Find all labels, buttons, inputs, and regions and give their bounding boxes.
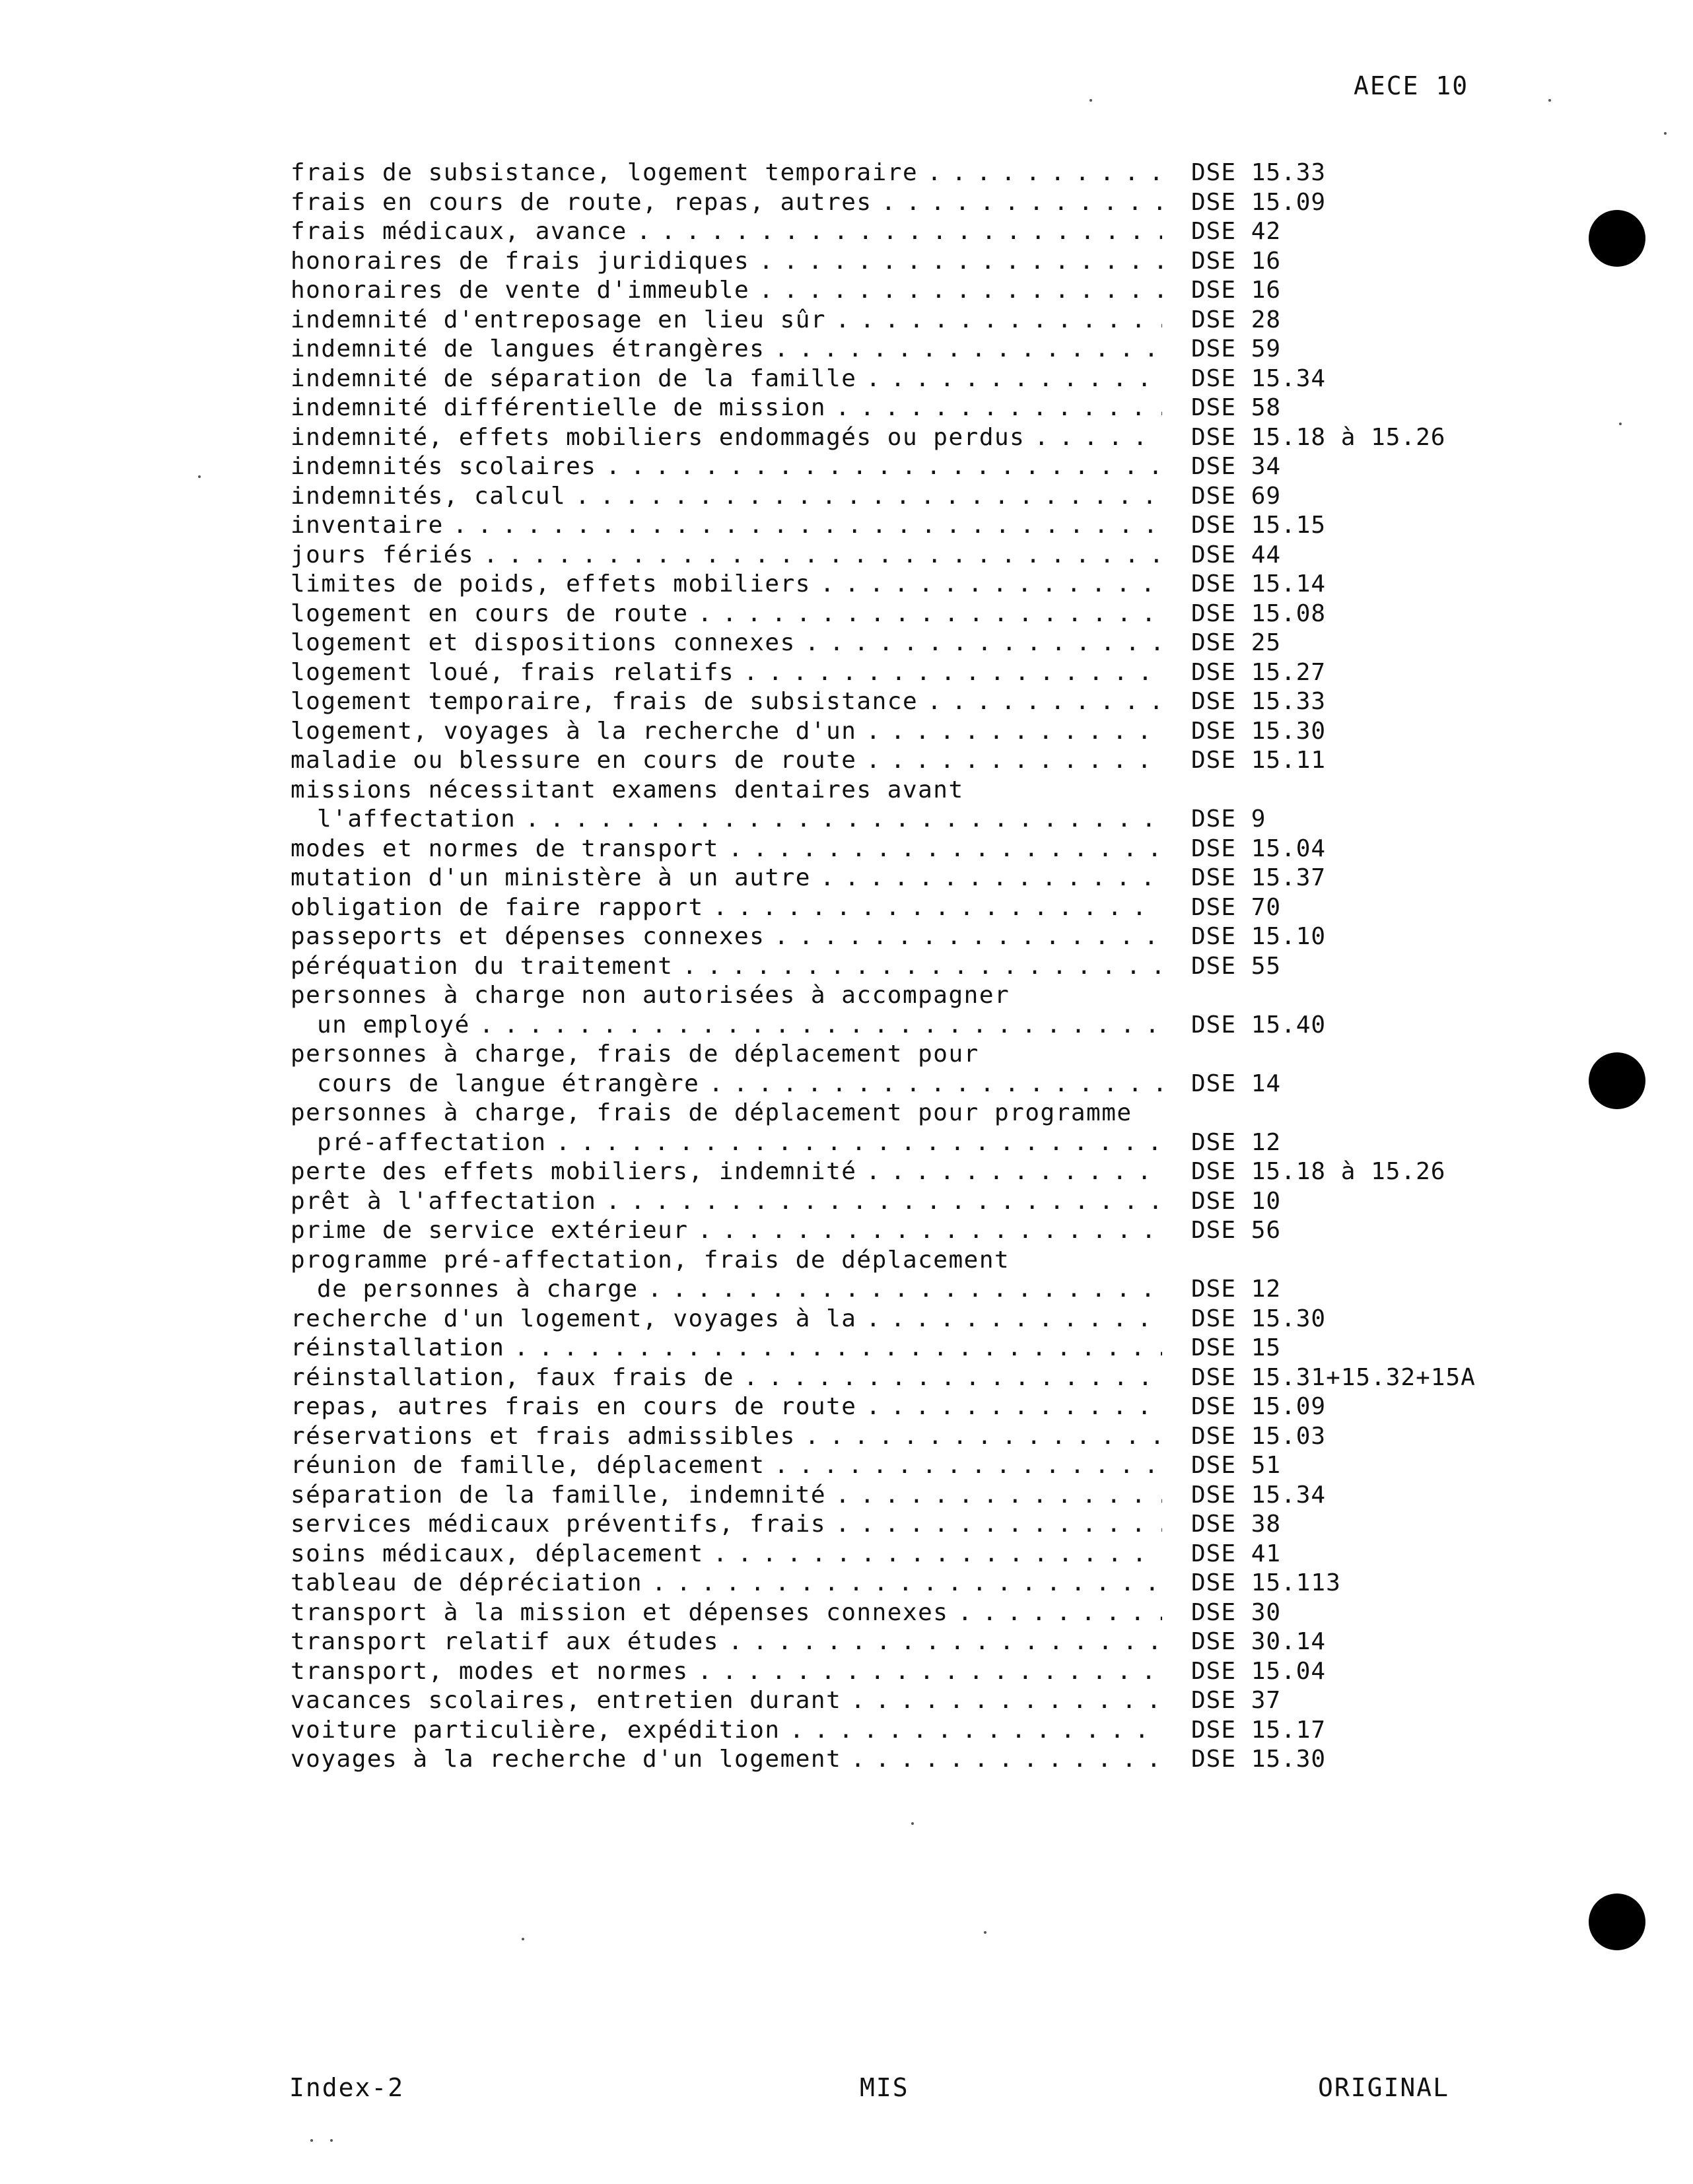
index-entry-reference: DSE 42 — [1191, 218, 1282, 245]
punch-hole — [1589, 1894, 1645, 1950]
index-entry-reference: DSE 15.08 — [1191, 599, 1327, 627]
dot-leader — [820, 864, 1162, 893]
index-entry — [291, 952, 1492, 982]
index-entry-label: logement loué, frais relatifs — [291, 658, 735, 686]
dot-leader — [835, 1481, 1162, 1511]
index-entry-term — [291, 658, 1162, 688]
index-entry-reference: DSE 15.37 — [1191, 864, 1327, 891]
index-entry — [291, 1099, 1492, 1128]
dot-leader — [652, 1569, 1162, 1598]
index-entry-reference: DSE 15.33 — [1191, 688, 1327, 715]
index-entry-term — [291, 364, 1162, 394]
index-entry — [291, 1246, 1492, 1276]
index-entry-reference: DSE 9 — [1191, 805, 1266, 833]
index-entry-label: réunion de famille, déplacement — [291, 1452, 765, 1479]
index-entry-reference: DSE 15.11 — [1191, 747, 1327, 774]
index-entry — [291, 1657, 1492, 1687]
index-entry-term — [291, 570, 1162, 599]
dot-leader — [556, 1128, 1162, 1158]
dot-leader — [759, 276, 1162, 306]
index-entry-reference: DSE 15.34 — [1191, 364, 1327, 392]
index-entry-reference: DSE 15 — [1191, 1334, 1282, 1361]
scan-speck — [330, 2139, 333, 2142]
dot-leader — [743, 658, 1162, 688]
index-entry-term — [291, 452, 1162, 482]
index-entry-term — [291, 1510, 1162, 1540]
index-entry — [291, 335, 1492, 364]
dot-leader — [774, 922, 1162, 952]
dot-leader — [850, 1686, 1162, 1716]
dot-leader — [866, 364, 1162, 394]
index-entry — [291, 511, 1492, 541]
index-entry-label: repas, autres frais en cours de route — [291, 1393, 857, 1420]
index-entry — [291, 1686, 1492, 1716]
index-entry-label: limites de poids, effets mobiliers — [291, 570, 811, 597]
index-entry-term — [291, 599, 1162, 629]
dot-leader — [866, 1305, 1162, 1334]
index-entry-term — [291, 893, 1162, 923]
index-entry-term — [291, 1040, 1162, 1070]
dot-leader — [1034, 423, 1162, 453]
index-entry-term — [291, 835, 1162, 864]
index-entry-label: obligation de faire rapport — [291, 893, 704, 921]
index-entry-label: réinstallation, faux frais de — [291, 1363, 735, 1391]
dot-leader — [483, 541, 1162, 570]
index-entry-label: inventaire — [291, 512, 444, 539]
index-entry-reference: DSE 15.40 — [1191, 1011, 1327, 1039]
index-entry-reference: DSE 15.30 — [1191, 717, 1327, 745]
index-entry-term — [291, 1686, 1162, 1716]
index-entry-reference: DSE 15.09 — [1191, 1393, 1327, 1420]
dot-leader — [713, 1540, 1162, 1569]
scan-speck — [1089, 99, 1092, 102]
scan-speck — [310, 2139, 313, 2142]
index-entry-term — [291, 306, 1162, 335]
index-entry — [291, 1334, 1492, 1363]
index-entry-label: services médicaux préventifs, frais — [291, 1511, 827, 1538]
index-entry-reference: DSE 69 — [1191, 482, 1282, 510]
index-entry-label: péréquation du traitement — [291, 952, 674, 980]
index-entry-label: honoraires de frais juridiques — [291, 247, 750, 275]
index-entry — [291, 1305, 1492, 1334]
index-entry-term — [291, 1481, 1162, 1511]
document-code: AECE 10 — [1354, 71, 1469, 100]
dot-leader — [820, 570, 1162, 599]
index-entry-reference: DSE 15.15 — [1191, 512, 1327, 539]
index-entry-term — [291, 1363, 1162, 1393]
index-entry-reference: DSE 15.113 — [1191, 1569, 1341, 1596]
index-entry-term — [291, 1657, 1162, 1687]
index-entry-label: perte des effets mobiliers, indemnité — [291, 1158, 857, 1185]
dot-leader — [759, 247, 1162, 277]
index-entry-term — [291, 629, 1162, 658]
index-entry-reference: DSE 15.04 — [1191, 835, 1327, 862]
index-entry-term — [291, 1422, 1162, 1452]
index-entry-reference: DSE 56 — [1191, 1217, 1282, 1244]
index-entry-label: indemnités scolaires — [291, 453, 597, 480]
index-entry-label: logement et dispositions connexes — [291, 629, 796, 656]
index-entry-label: honoraires de vente d'immeuble — [291, 277, 750, 304]
index-entry-term — [291, 1540, 1162, 1569]
index-entry-label: indemnité différentielle de mission — [291, 394, 827, 421]
index-entry — [291, 1540, 1492, 1569]
index-entry-label: voiture particulière, expédition — [291, 1716, 780, 1744]
dot-leader — [866, 1392, 1162, 1422]
index-entry — [291, 864, 1492, 893]
index-entry-label: prime de service extérieur — [291, 1217, 689, 1244]
dot-leader — [453, 511, 1162, 541]
index-entry-label: frais de subsistance, logement temporaire — [291, 159, 918, 186]
index-entry — [291, 364, 1492, 394]
index-entry-label: indemnité de séparation de la famille — [291, 364, 857, 392]
index-entry-label: réinstallation — [291, 1334, 505, 1361]
index-entry — [291, 1187, 1492, 1217]
index-entry-label: transport, modes et normes — [291, 1657, 689, 1685]
index-entry-term — [291, 188, 1162, 218]
index-entry — [291, 599, 1492, 629]
index-entry-term — [291, 541, 1162, 570]
index-entry-term — [291, 1099, 1162, 1128]
scan-speck — [1619, 423, 1622, 425]
index-entry-term — [291, 1246, 1162, 1276]
index-entry — [291, 1569, 1492, 1598]
dot-leader — [850, 1745, 1162, 1775]
index-entry-term — [291, 1569, 1162, 1598]
index-entry-reference: DSE 15.34 — [1191, 1481, 1327, 1509]
index-entry-label: soins médicaux, déplacement — [291, 1540, 704, 1567]
index-entry — [291, 658, 1492, 688]
footer-center-code: MIS — [860, 2073, 909, 2102]
index-entry-term — [291, 1305, 1162, 1334]
dot-leader — [605, 452, 1162, 482]
index-entry-term — [291, 158, 1162, 188]
index-entry-label: passeports et dépenses connexes — [291, 923, 765, 950]
dot-leader — [682, 952, 1162, 982]
index-entry-reference: DSE 15.18 à 15.26 — [1191, 423, 1446, 451]
index-entry — [291, 1598, 1492, 1628]
index-entry-label: personnes à charge non autorisées à accompagner — [291, 982, 1010, 1009]
index-entry-term — [291, 1128, 1162, 1158]
index-entry-reference: DSE 59 — [1191, 335, 1282, 362]
index-entry-term — [291, 1716, 1162, 1746]
index-entry-label: logement en cours de route — [291, 599, 689, 627]
index-entry-label: prêt à l'affectation — [291, 1187, 597, 1215]
index-entry-label: missions nécessitant examens dentaires avant — [291, 776, 964, 803]
index-entry-term — [291, 276, 1162, 306]
index-entry-term — [291, 1070, 1162, 1099]
index-entry-label: voyages à la recherche d'un logement — [291, 1746, 842, 1773]
index-entry-term — [291, 1216, 1162, 1246]
footer-status: ORIGINAL — [1318, 2073, 1450, 2102]
index-entry — [291, 1275, 1492, 1305]
index-entry — [291, 922, 1492, 952]
index-entry-reference: DSE 55 — [1191, 952, 1282, 980]
dot-leader — [805, 1422, 1162, 1452]
index-entry — [291, 1128, 1492, 1158]
dot-leader — [957, 1598, 1162, 1628]
index-entry — [291, 1216, 1492, 1246]
dot-leader — [866, 717, 1162, 747]
dot-leader — [514, 1334, 1162, 1363]
index-entry-label: tableau de dépréciation — [291, 1569, 642, 1596]
index-entry-label: cours de langue étrangère — [317, 1070, 700, 1097]
index-entry — [291, 247, 1492, 277]
index-entry-reference: DSE 16 — [1191, 247, 1282, 275]
index-entry — [291, 452, 1492, 482]
index-entry-label: pré-affectation — [317, 1128, 547, 1156]
index-entry-term — [291, 393, 1162, 423]
index-entry-term — [291, 717, 1162, 747]
index-entry-term — [291, 335, 1162, 364]
index-entry-reference: DSE 30 — [1191, 1598, 1282, 1626]
index-entry — [291, 629, 1492, 658]
index-entry-reference: DSE 44 — [1191, 541, 1282, 568]
index-entry-reference: DSE 15.03 — [1191, 1422, 1327, 1450]
index-entry-term — [291, 746, 1162, 776]
index-entry — [291, 776, 1492, 805]
index-entry-label: recherche d'un logement, voyages à la — [291, 1305, 857, 1332]
index-entry-reference: DSE 15.30 — [1191, 1305, 1327, 1332]
index-entry-reference: DSE 15.27 — [1191, 658, 1327, 686]
index-entry-reference: DSE 15.10 — [1191, 923, 1327, 950]
dot-leader — [835, 1510, 1162, 1540]
scan-speck — [1548, 99, 1551, 102]
index-entry-term — [291, 1334, 1162, 1363]
dot-leader — [698, 599, 1162, 629]
index-entry-term — [291, 1011, 1162, 1041]
dot-leader — [479, 1011, 1162, 1041]
index-entry — [291, 1627, 1492, 1657]
dot-leader — [835, 393, 1162, 423]
index-entry-term — [291, 981, 1162, 1011]
index-entry — [291, 1070, 1492, 1099]
index-entry-term — [291, 247, 1162, 277]
index-entry — [291, 393, 1492, 423]
index-entry — [291, 981, 1492, 1011]
index-entry-term — [291, 1187, 1162, 1217]
index-entry-reference: DSE 41 — [1191, 1540, 1282, 1567]
index-entry-term — [291, 1157, 1162, 1187]
index-entry-label: mutation d'un ministère à un autre — [291, 864, 811, 891]
index-entry-reference: DSE 58 — [1191, 394, 1282, 421]
index-entry — [291, 306, 1492, 335]
index-entry-reference: DSE 15.04 — [1191, 1657, 1327, 1685]
scan-speck — [522, 1938, 524, 1940]
index-entry-reference: DSE 15.31+15.32+15A — [1191, 1363, 1476, 1391]
index-entry — [291, 482, 1492, 512]
index-entry — [291, 1451, 1492, 1481]
index-entry — [291, 1745, 1492, 1775]
footer-page-number: Index-2 — [289, 2073, 405, 2102]
index-entry-reference: DSE 15.18 à 15.26 — [1191, 1158, 1446, 1185]
index-entry-reference: DSE 12 — [1191, 1276, 1282, 1303]
index-entry-reference: DSE 28 — [1191, 306, 1282, 333]
dot-leader — [866, 1157, 1162, 1187]
index-entry-reference: DSE 10 — [1191, 1187, 1282, 1215]
index-entry-reference: DSE 38 — [1191, 1511, 1282, 1538]
index-entry-reference: DSE 14 — [1191, 1070, 1282, 1097]
dot-leader — [648, 1275, 1162, 1305]
index-entry-label: personnes à charge, frais de déplacement pour programme — [291, 1099, 1132, 1126]
dot-leader — [805, 629, 1162, 658]
index-entry-term — [291, 1451, 1162, 1481]
index-entry-label: vacances scolaires, entretien durant — [291, 1687, 842, 1714]
index-entry-label: modes et normes de transport — [291, 835, 719, 862]
index-entry-label: logement, voyages à la recherche d'un — [291, 717, 857, 745]
dot-leader — [927, 158, 1162, 188]
index-entry — [291, 423, 1492, 453]
index-entry-reference: DSE 15.30 — [1191, 1746, 1327, 1773]
index-entry — [291, 1422, 1492, 1452]
index-entry-label: logement temporaire, frais de subsistance — [291, 688, 918, 715]
index-entry-label: maladie ou blessure en cours de route — [291, 747, 857, 774]
index-entry-label: indemnités, calcul — [291, 482, 567, 510]
index-entry — [291, 1157, 1492, 1187]
index-entry-reference: DSE 15.14 — [1191, 570, 1327, 597]
index-entry-label: frais médicaux, avance — [291, 218, 627, 245]
index-entry — [291, 746, 1492, 776]
dot-leader — [605, 1187, 1162, 1217]
dot-leader — [927, 687, 1162, 717]
dot-leader — [881, 188, 1162, 218]
dot-leader — [835, 306, 1162, 335]
index-entry-label: indemnité, effets mobiliers endommagés ou perdus — [291, 423, 1025, 451]
punch-hole — [1589, 1052, 1645, 1109]
index-entry-label: un employé — [317, 1011, 470, 1039]
index-entry-reference: DSE 15.17 — [1191, 1716, 1327, 1744]
index-entry-reference: DSE 16 — [1191, 277, 1282, 304]
index-entry — [291, 570, 1492, 599]
index-entry-label: séparation de la famille, indemnité — [291, 1481, 827, 1509]
dot-leader — [575, 482, 1162, 512]
dot-leader — [708, 1070, 1162, 1099]
index-entry — [291, 1040, 1492, 1070]
index-entry-term — [291, 864, 1162, 893]
index-entry-label: réservations et frais admissibles — [291, 1422, 796, 1450]
dot-leader — [790, 1716, 1162, 1746]
index-entry-term — [291, 1598, 1162, 1628]
index-entry — [291, 1481, 1492, 1511]
index-entry — [291, 835, 1492, 864]
index-entry — [291, 1716, 1492, 1746]
index-entry — [291, 217, 1492, 247]
index-entry-label: transport à la mission et dépenses connexes — [291, 1598, 949, 1626]
index-entry-term — [291, 423, 1162, 453]
dot-leader — [866, 746, 1162, 776]
index-entry-label: programme pré-affectation, frais de déplacement — [291, 1246, 1010, 1274]
index-entry — [291, 1510, 1492, 1540]
index-entry-reference: DSE 34 — [1191, 453, 1282, 480]
index-entry-label: indemnité de langues étrangères — [291, 335, 765, 362]
index-entry-term — [291, 1627, 1162, 1657]
dot-leader — [698, 1216, 1162, 1246]
dot-leader — [637, 217, 1162, 247]
scan-speck — [1664, 132, 1667, 135]
index-entry-label: personnes à charge, frais de déplacement pour — [291, 1041, 979, 1068]
index-entry — [291, 541, 1492, 570]
scan-speck — [198, 475, 201, 478]
index-entry-reference: DSE 30.14 — [1191, 1628, 1327, 1655]
index-entry-term — [291, 217, 1162, 247]
dot-leader — [774, 335, 1162, 364]
index-entry-reference: DSE 70 — [1191, 893, 1282, 921]
index-entry — [291, 1392, 1492, 1422]
index-entry-term — [291, 687, 1162, 717]
scan-speck — [911, 1822, 914, 1825]
index-entry — [291, 893, 1492, 923]
index-entry-label: jours fériés — [291, 541, 475, 568]
dot-leader — [728, 835, 1162, 864]
index-entry-term — [291, 1275, 1162, 1305]
index-entry-label: frais en cours de route, repas, autres — [291, 188, 872, 216]
index-entry-term — [291, 482, 1162, 512]
dot-leader — [525, 805, 1162, 835]
index-entry — [291, 805, 1492, 835]
index-entry-label: indemnité d'entreposage en lieu sûr — [291, 306, 827, 333]
index-entry — [291, 1363, 1492, 1393]
index-entry-term — [291, 1745, 1162, 1775]
index-entry-label: de personnes à charge — [317, 1276, 639, 1303]
index-entry — [291, 1011, 1492, 1041]
dot-leader — [743, 1363, 1162, 1393]
index-entry — [291, 188, 1492, 218]
index-entry-term — [291, 776, 1162, 805]
index-entry — [291, 687, 1492, 717]
index-entry-reference: DSE 12 — [1191, 1128, 1282, 1156]
index-entry-term — [291, 805, 1162, 835]
index-entry-label: transport relatif aux études — [291, 1628, 719, 1655]
dot-leader — [728, 1627, 1162, 1657]
punch-hole — [1589, 210, 1645, 267]
dot-leader — [774, 1451, 1162, 1481]
index-entry-term — [291, 511, 1162, 541]
index-entry — [291, 717, 1492, 747]
index-entry-reference: DSE 15.33 — [1191, 159, 1327, 186]
index-entry-term — [291, 922, 1162, 952]
index-entry-label: l'affectation — [317, 805, 516, 833]
index-entry-term — [291, 952, 1162, 982]
index-entry — [291, 276, 1492, 306]
index-entry — [291, 158, 1492, 188]
index-entry-reference: DSE 37 — [1191, 1687, 1282, 1714]
index-entry-reference: DSE 25 — [1191, 629, 1282, 656]
index-entry-reference: DSE 15.09 — [1191, 188, 1327, 216]
dot-leader — [713, 893, 1162, 923]
scan-speck — [984, 1931, 986, 1934]
index-list — [291, 158, 1492, 1775]
index-entry-reference: DSE 51 — [1191, 1452, 1282, 1479]
index-entry-term — [291, 1392, 1162, 1422]
dot-leader — [698, 1657, 1162, 1687]
